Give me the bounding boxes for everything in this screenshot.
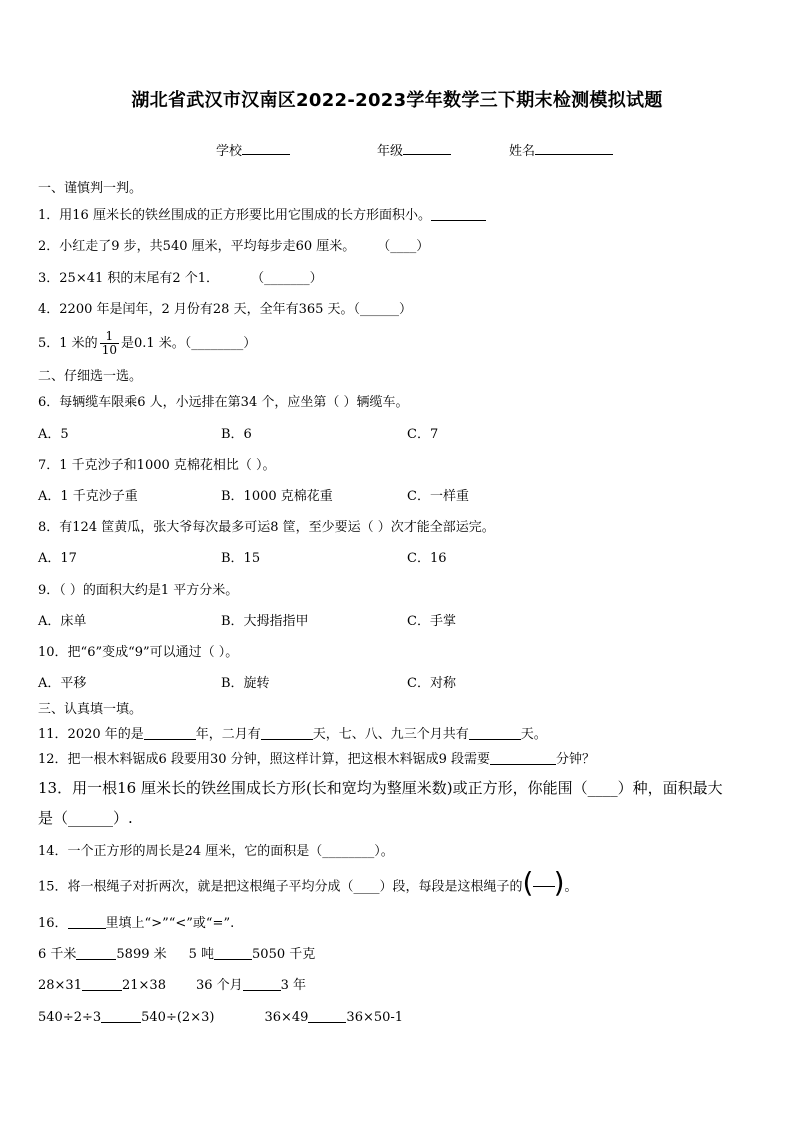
section-heading-1: 一、谨慎判一判。 — [38, 181, 143, 196]
q10-option-b[interactable]: B．旋转 — [221, 676, 270, 691]
page-title: 湖北省武汉市汉南区2022-2023学年数学三下期末检测模拟试题 — [131, 90, 663, 111]
q8-option-c[interactable]: C．16 — [407, 551, 447, 566]
q6-option-a[interactable]: A．5 — [38, 427, 69, 442]
question-12: 12．把一根木料锯成6 段要用30 分钟，照这样计算，把这根木料锯成9 段需要 分钟？ — [38, 752, 596, 767]
q9-option-a[interactable]: A．床单 — [38, 614, 87, 629]
fraction-one-tenth: $\frac{1}{10}$ — [101, 329, 117, 357]
question-13: 13．用一根16 厘米长的铁丝围成长方形(长和宽均为整厘米数)或正方形，你能围（____）种，面积最大 — [38, 779, 723, 797]
question-1: 1．用16 厘米长的铁丝围成的正方形要比用它围成的长方形面积小。 — [38, 207, 486, 225]
q7-option-b[interactable]: B．1000 克棉花重 — [221, 489, 333, 504]
grade-field[interactable]: 年级 — [377, 140, 451, 159]
q9-option-c[interactable]: C．手掌 — [407, 614, 456, 629]
question-6: 6．每辆缆车限乘6 人，小远排在第34 个，应坐第（ ）辆缆车。 — [38, 395, 409, 410]
question-3: 3．25×41 积的末尾有2 个1． （_______） — [38, 271, 323, 286]
question-2: 2．小红走了9 步，共540 厘米，平均每步走60 厘米。 （____） — [38, 239, 430, 254]
question-5: 5．1 米的 $\frac{1}{10}$ 是0.1 米。（________） — [38, 329, 257, 357]
q9-option-b[interactable]: B．大拇指指甲 — [221, 614, 309, 629]
q7-option-a[interactable]: A．1 千克沙子重 — [38, 489, 138, 504]
school-field[interactable]: 学校 — [216, 140, 290, 159]
q10-option-c[interactable]: C．对称 — [407, 676, 456, 691]
q6-option-b[interactable]: B．6 — [221, 427, 252, 442]
question-7: 7．1 千克沙子和1000 克棉花相比（ ）。 — [38, 458, 276, 473]
question-8: 8．有124 筐黄瓜，张大爷每次最多可运8 筐，至少要运（ ）次才能全部运完。 — [38, 520, 495, 535]
q10-option-a[interactable]: A．平移 — [38, 676, 87, 691]
question-16: 16． 里填上“>”“<”或“=”. — [38, 916, 235, 931]
question-9: 9．（ ）的面积大约是1 平方分米。 — [38, 583, 239, 598]
section-heading-3: 三、认真填一填。 — [38, 702, 143, 717]
question-11: 11．2020 年的是 年，二月有 天，七、八、九三个月共有 天。 — [38, 727, 547, 742]
q7-option-c[interactable]: C．一样重 — [407, 489, 469, 504]
question-16-row-3: 540÷2÷3 540÷(2×3) 36×49 36×50-1 — [38, 1010, 404, 1025]
name-field[interactable]: 姓名 — [509, 140, 613, 159]
q8-option-a[interactable]: A．17 — [38, 551, 77, 566]
question-10: 10．把“6”变成“9”可以通过（ ）。 — [38, 645, 239, 660]
question-15: 15．将一根绳子对折两次，就是把这根绳子平均分成（____）段，每段是这根绳子的 ( ) 。 — [38, 871, 578, 903]
q6-option-c[interactable]: C．7 — [407, 427, 439, 442]
student-info-row — [0, 140, 794, 160]
question-16-row-2: 28×31 21×38 36 个月 3 年 — [38, 978, 307, 993]
blank-fraction-icon[interactable]: ( ) — [522, 866, 565, 899]
question-14: 14．一个正方形的周长是24 厘米，它的面积是（________）。 — [38, 844, 394, 859]
question-13-cont: 是（______）. — [38, 809, 133, 827]
question-4: 4．2200 年是闰年，2 月份有28 天，全年有365 天。（______） — [38, 302, 413, 317]
section-heading-2: 二、仔细选一选。 — [38, 369, 143, 384]
q8-option-b[interactable]: B．15 — [221, 551, 261, 566]
question-16-row-1: 6 千米 5899 米 5 吨 5050 千克 — [38, 947, 316, 962]
